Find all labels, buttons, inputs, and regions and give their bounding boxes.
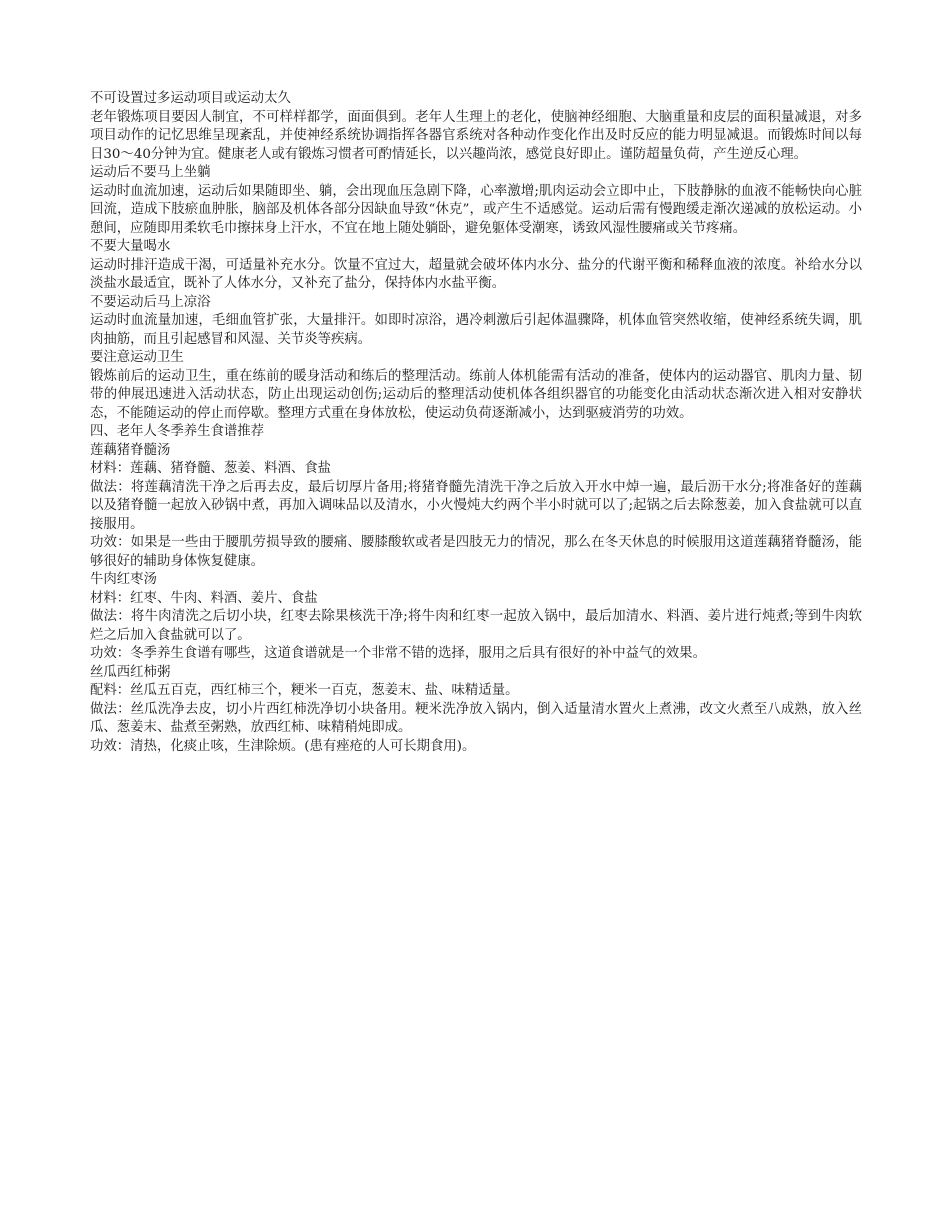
recipe-ingredients: 材料：红枣、牛肉、料酒、姜片、食盐 — [90, 590, 318, 606]
recipe-effect: 功效：清热，化痰止咳，生津除烦。(患有痤疮的人可长期食用)。 — [90, 738, 476, 754]
recipe-effect: 功效：冬季养生食谱有哪些，这道食谱就是一个非常不错的选择，服用之后具有很好的补中益气的效果。 — [90, 646, 706, 661]
section-heading: 不要运动后马上凉浴 — [90, 294, 211, 310]
paragraph: 运动时排汗造成干渴，可适量补充水分。饮量不宜过大，超量就会破坏体内水分、盐分的代谢平衡和稀释血液的浓度。补给水分以淡盐水最适宜，既补了人体水分，又补充了盐分，保持体内水盐平衡。 — [90, 257, 862, 291]
recipe-title: 莲藕猪脊髓汤 — [90, 442, 171, 458]
recipe-title: 丝瓜西红柿粥 — [90, 664, 171, 680]
recipe-method: 做法：丝瓜洗净去皮，切小片西红柿洗净切小块备用。粳米洗净放入锅内，倒入适量清水置火上煮沸，改文火煮至八成熟，放入丝瓜、葱姜末、盐煮至粥熟，放西红柿、味精稍炖即成。 — [90, 701, 862, 735]
section-heading: 要注意运动卫生 — [90, 350, 184, 365]
paragraph: 运动时血流加速，运动后如果随即坐、躺，会出现血压急剧下降，心率激增;肌肉运动会立即中止，下肢静脉的血液不能畅快向心脏回流，造成下肢瘀血肿胀，脑部及机体各部分因缺血导致“休克”，或产生不适感觉。运动后需有慢跑缓走渐次递减的放松运动。小憩间，应随即用柔软毛巾擦抹身上汗水，不宜在地上随处躺卧，避免躯体受潮寒，诱致风湿性腰痛或关节疼痛。 — [90, 183, 862, 236]
recipe-ingredients: 配料：丝瓜五百克，西红柿三个，粳米一百克，葱姜末、盐、味精适量。 — [90, 683, 519, 698]
paragraph: 老年锻炼项目要因人制宜，不可样样都学，面面俱到。老年人生理上的老化，使脑神经细胞、大脑重量和皮层的面积量减退，对多项目动作的记忆思维呈现紊乱，并使神经系统协调指挥各器官系统对各种动作变化作出及时反应的能力明显减退。而锻炼时间以每日30～40分钟为宜。健康老人或有锻炼习惯者可酌情延长，以兴趣尚浓，感觉良好即止。谨防超量负荷，产生逆反心理。 — [90, 109, 862, 162]
document-body — [90, 90, 862, 756]
paragraph: 锻炼前后的运动卫生，重在练前的暖身活动和练后的整理活动。练前人体机能需有活动的准备，使体内的运动器官、肌肉力量、韧带的伸展迅速进入活动状态，防止出现运动创伤;运动后的整理活动使机体各组织器官的功能变化由活动状态渐次进入相对安静状态，不能随运动的停止而停歇。整理方式重在身体放松，使运动负荷逐渐减小，达到驱疲消劳的功效。 — [90, 368, 862, 421]
section-heading: 运动后不要马上坐躺 — [90, 165, 211, 180]
recipe-effect: 功效：如果是一些由于腰肌劳损导致的腰痛、腰膝酸软或者是四肢无力的情况，那么在冬天休息的时候服用这道莲藕猪脊髓汤，能够很好的辅助身体恢复健康。 — [90, 535, 862, 569]
recipe-method: 做法：将牛肉清洗之后切小块，红枣去除果核洗干净;将牛肉和红枣一起放入锅中，最后加清水、料酒、姜片进行炖煮;等到牛肉软烂之后加入食盐就可以了。 — [90, 609, 862, 643]
paragraph: 运动时血流量加速，毛细血管扩张，大量排汗。如即时凉浴，遇冷刺激后引起体温骤降，机体血管突然收缩，使神经系统失调，肌肉抽筋，而且引起感冒和风湿、关节炎等疾病。 — [90, 313, 862, 347]
chapter-heading: 四、老年人冬季养生食谱推荐 — [90, 424, 265, 439]
section-heading: 不要大量喝水 — [90, 239, 171, 254]
recipe-ingredients: 材料：莲藕、猪脊髓、葱姜、料酒、食盐 — [90, 461, 332, 476]
recipe-method: 做法：将莲藕清洗干净之后再去皮，最后切厚片备用;将猪脊髓先清洗干净之后放入开水中焯一遍，最后沥干水分;将准备好的莲藕以及猪脊髓一起放入砂锅中煮，再加入调味品以及清水，小火慢炖大约两个半小时就可以了;起锅之后去除葱姜，加入食盐就可以直接服用。 — [90, 479, 862, 532]
recipe-title: 牛肉红枣汤 — [90, 572, 157, 587]
section-heading: 不可设置过多运动项目或运动太久 — [90, 91, 291, 106]
